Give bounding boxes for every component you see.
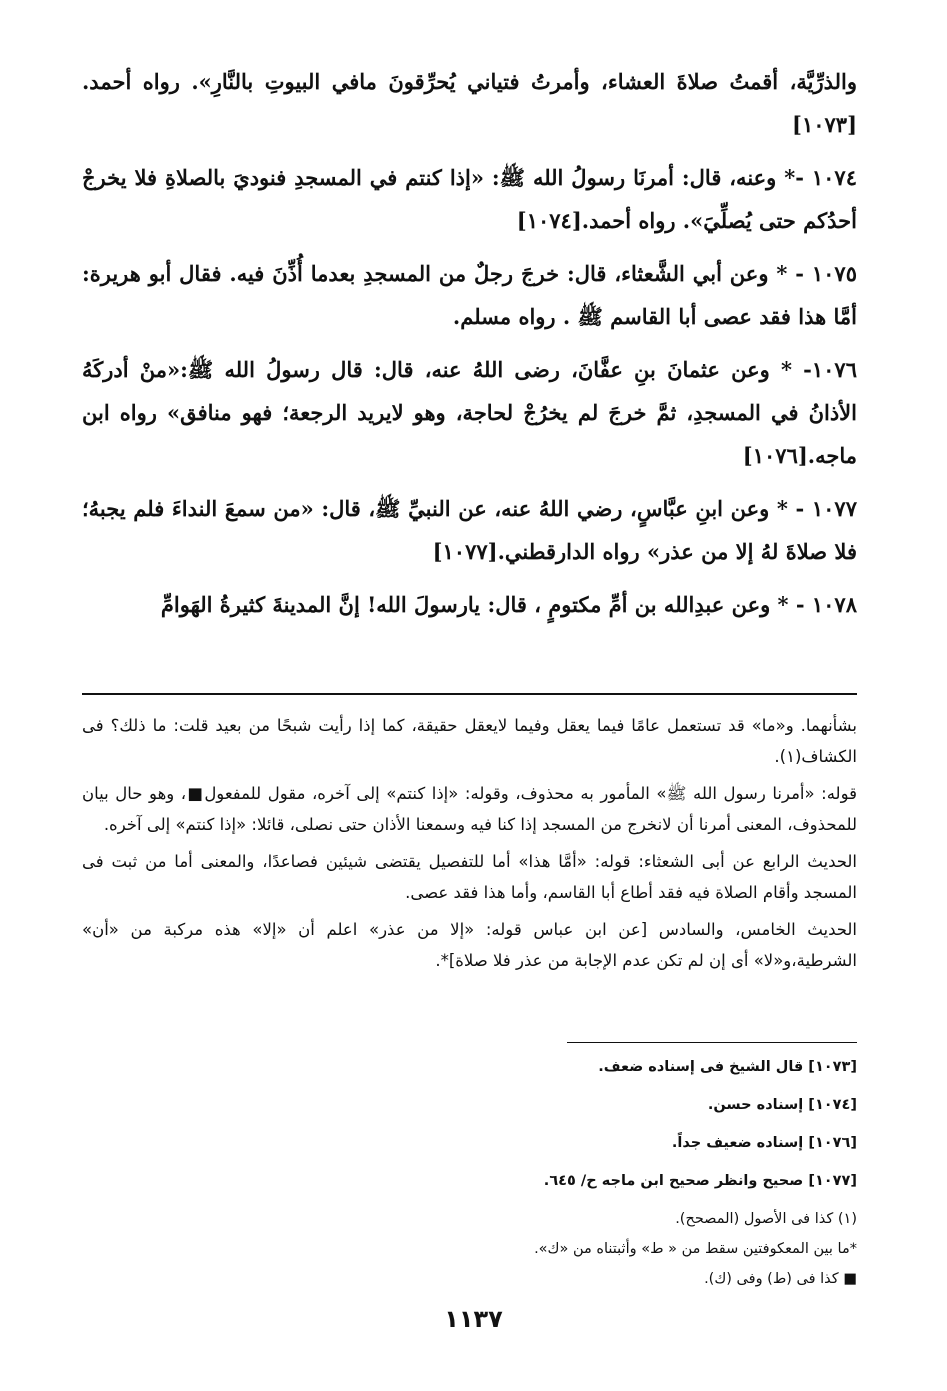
commentary-paragraph: الحديث الخامس، والسادس [عن ابن عباس قوله: «إلا من عذر» اعلم أن «إلا» هذه مركبة من «أن» الشرطية،و«لا» أى إن لم تكن عدم الإجابة من عذر فلا صلاة]*. [82, 920, 857, 970]
hadith-paragraph: ١٠٧٤ -* وعنه، قال: أمرنَا رسولُ الله ﷺ: «إذا كنتم في المسجدِ فنوديَ بالصلاةِ فلا يخرجْ أحدُكم حتى يُصلِّيَ». رواه أحمد.[١٠٧٤] [82, 165, 857, 233]
footnote-source: *ما بين المعكوفتين سقط من « ط» وأثبتناه من «ك». [534, 1241, 857, 1257]
footnote-grading: [١٠٧٧] صحيح وانظر صحيح ابن ماجه ح/ ٦٤٥. [543, 1173, 857, 1189]
hadith-paragraph: ١٠٧٧ - * وعن ابنِ عبَّاسٍ، رضي اللهُ عنه، عن النبيِّ ﷺ، قال: «من سمعَ النداءَ فلم يجبهُ؛ فلا صلاةَ لهُ إلا من عذر» رواه الدارقطني.[١٠٧٧] [82, 496, 857, 564]
hadith-paragraph: ١٠٧٨ - * وعن عبدِالله بن أمِّ مكتومٍ ، قال: يارسولَ الله! إنَّ المدينةَ كثيرةُ الهَوامِّ [160, 592, 857, 617]
footnote-divider [567, 1042, 857, 1043]
footnote-source: (١) كذا فى الأصول (المصحح). [675, 1211, 857, 1227]
commentary-text [82, 710, 857, 982]
footnote-source: ■ كذا فى (ط) وفى (ك). [704, 1271, 857, 1287]
footnote-grading: [١٠٧٤] إسناده حسن. [707, 1097, 857, 1113]
commentary-paragraph: قوله: «أمرنا رسول الله ﷺ» المأمور به محذوف، وقوله: «إذا كنتم» إلى آخره، مقول للمفعول■، وهو حال بيان للمحذوف، المعنى أمرنا أن لانخرج من المسجد إذا كنا فيه وسمعنا الأذان حتى نصلى، قائلا: «إذا كنتم» إلى آخره. [82, 784, 857, 834]
section-divider [82, 693, 857, 695]
hadith-paragraph: ١٠٧٥ - * وعن أبي الشَّعثاء، قال: خرجَ رجلٌ من المسجدِ بعدما أُذِّنَ فيه. فقال أبو هريرة: أمَّا هذا فقد عصى أبا القاسم ﷺ . رواه مسلم. [82, 261, 857, 329]
hadith-paragraph: ١٠٧٦- * وعن عثمانَ بنِ عفَّانَ، رضى اللهُ عنه، قال: قال رسولُ الله ﷺ:«منْ أدركَهُ الأذانُ في المسجدِ، ثمَّ خرجَ لم يخرُجْ لحاجة، وهو لايريد الرجعة؛ فهو منافق» رواه ابن ماجه.[١٠٧٦] [82, 357, 857, 468]
footnotes [357, 1042, 857, 1299]
commentary-paragraph: بشأنهما. و«ما» قد تستعمل عامًا فيما يعقل وفيما لايعقل حقيقة، كما إذا رأيت شبحًا من بعيد قلت: ما ذلك؟ فى الكشاف(١). [82, 716, 857, 766]
page-number: ١١٣٧ [444, 1305, 503, 1333]
commentary-paragraph: الحديث الرابع عن أبى الشعثاء: قوله: «أمَّا هذا» أما للتفصيل يقتضى شيئين فصاعدًا، والمعنى أما من ثبت فى المسجد وأقام الصلاة فيه فقد أطاع أبا القاسم، وأما هذا فقد عصى. [82, 852, 857, 902]
hadith-text [82, 60, 857, 626]
hadith-paragraph: والذرِّيَّة، أقمتُ صلاةَ العشاء، وأمرتُ فتياني يُحرِّقونَ مافي البيوتِ بالنَّارِ». رواه أحمد. [١٠٧٣] [82, 69, 857, 137]
footnote-grading: [١٠٧٣] قال الشيخ فى إسناده ضعف. [598, 1059, 857, 1075]
footnote-grading: [١٠٧٦] إسناده ضعيف جداً. [671, 1135, 857, 1151]
